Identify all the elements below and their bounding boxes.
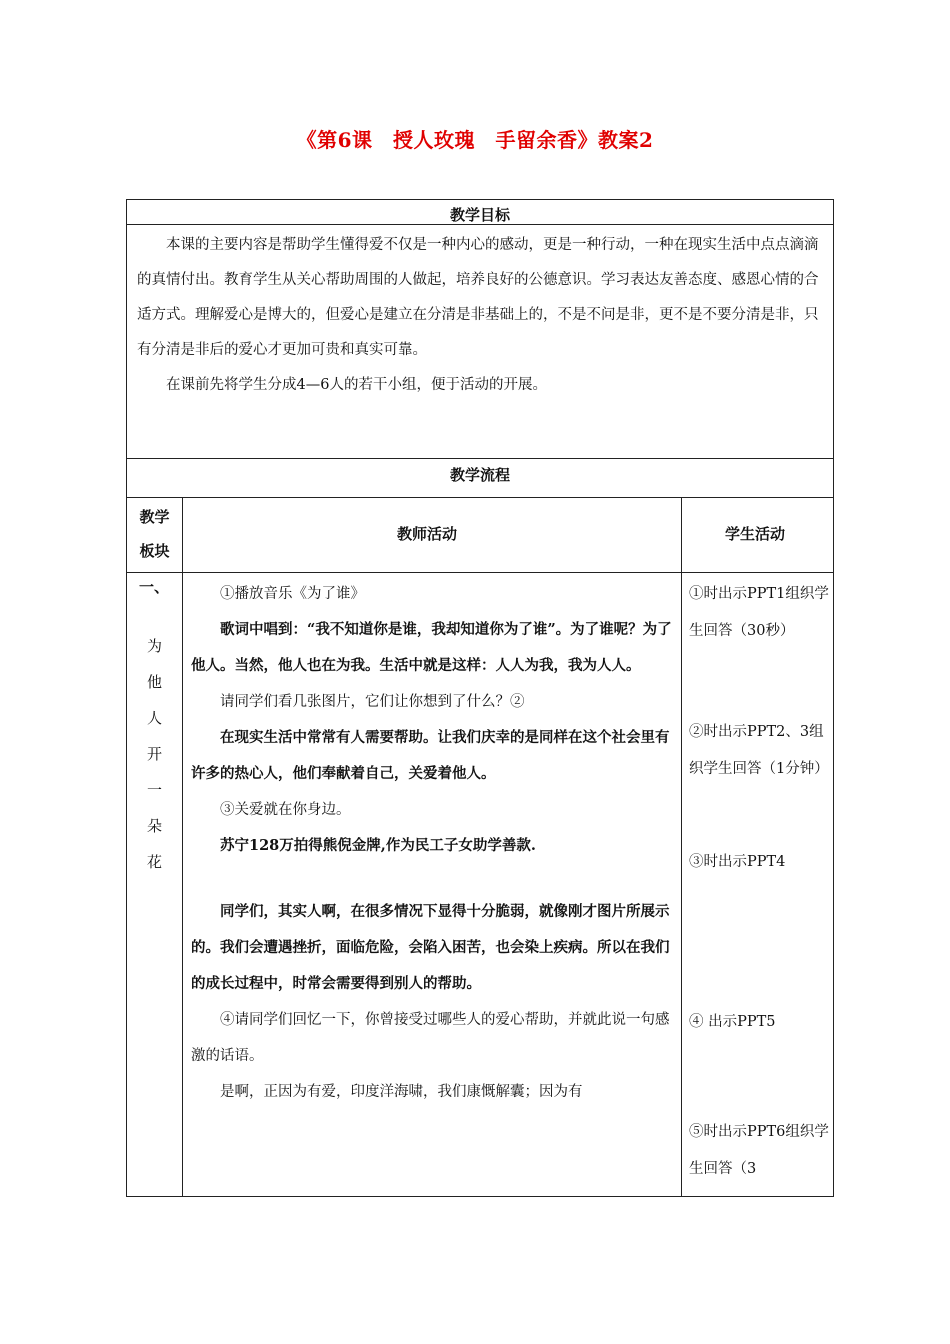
teaching-process-section <box>126 458 834 498</box>
header-text: 教学 <box>139 508 170 526</box>
teaching-objectives-header: 教学目标 <box>449 206 510 224</box>
objectives-paragraph: 在课前先将学生分成4—6人的若干小组，便于活动的开展。 <box>166 377 547 393</box>
teacher-paragraph: ①播放音乐《为了谁》 <box>220 586 365 602</box>
block-column-header <box>127 500 182 568</box>
block-name-char: 一 <box>146 781 162 799</box>
header-divider <box>127 224 833 225</box>
teaching-objectives-section <box>126 199 834 459</box>
student-activity-item: ⑤时出示PPT6组织学生回答（3 <box>689 1124 829 1177</box>
teacher-paragraph: 请同学们看几张图片，它们让你想到了什么？② <box>220 694 525 710</box>
process-table <box>126 497 834 1197</box>
teaching-process-header: 教学流程 <box>449 466 510 484</box>
student-activity-item: ①时出示PPT1组织学生回答（30秒） <box>689 586 829 639</box>
student-activity-item: ③时出示PPT4 <box>689 854 786 870</box>
block-name-char: 朵 <box>146 817 162 835</box>
teacher-paragraph: 同学们，其实人啊，在很多情况下显得十分脆弱，就像刚才图片所展示的。我们会遭遇挫折，面临危险，会陷入困苦，也会染上疾病。所以在我们的成长过程中，时常会需要得到别人的帮助。 <box>191 903 670 992</box>
block-name <box>127 628 182 880</box>
teacher-paragraph: 歌词中唱到：“我不知道你是谁，我却知道你为了谁”。为了谁呢？为了他人。当然，他人也在为我。生活中就是这样：人人为我，我为人人。 <box>191 621 672 674</box>
student-activity-item: ②时出示PPT2、3组织学生回答（1分钟） <box>689 724 829 777</box>
teacher-column-header: 教师活动 <box>397 525 458 543</box>
row-divider <box>127 572 833 573</box>
teacher-paragraph: 在现实生活中常常有人需要帮助。让我们庆幸的是同样在这个社会里有许多的热心人，他们奉献着自己，关爱着他人。 <box>191 729 670 782</box>
header-text: 板块 <box>139 542 170 560</box>
page-title: 《第6课 授人玫瑰 手留余香》教案2 <box>296 128 654 152</box>
block-name-char: 花 <box>146 853 162 871</box>
teacher-activity-cell <box>191 576 675 1110</box>
teacher-paragraph: 苏宁128万拍得熊倪金牌,作为民工子女助学善款. <box>220 837 536 854</box>
objectives-text <box>137 228 825 403</box>
block-name-char: 为 <box>146 637 162 655</box>
student-column-header: 学生活动 <box>725 525 786 543</box>
block-name-char: 开 <box>146 745 162 763</box>
block-name-char: 他 <box>146 673 162 691</box>
teacher-paragraph: ④请同学们回忆一下，你曾接受过哪些人的爱心帮助，并就此说一句感激的话语。 <box>191 1012 670 1064</box>
column-divider <box>681 498 682 1196</box>
block-number: 一、 <box>139 578 170 596</box>
column-divider <box>182 498 183 1196</box>
student-activity-item: ④ 出示PPT5 <box>689 1014 776 1030</box>
objectives-paragraph: 本课的主要内容是帮助学生懂得爱不仅是一种内心的感动，更是一种行动，一种在现实生活中点点滴滴的真情付出。教育学生从关心帮助周围的人做起，培养良好的公德意识。学习表达友善态度、感恩心情的合适方式。理解爱心是博大的，但爱心是建立在分清是非基础上的，不是不问是非，更不是不要分清是非，只有分清是非后的爱心才更加可贵和真实可靠。 <box>137 237 819 358</box>
teacher-paragraph: ③关爱就在你身边。 <box>220 802 351 818</box>
teacher-paragraph: 是啊，正因为有爱，印度洋海啸，我们康慨解囊；因为有 <box>220 1084 583 1100</box>
block-name-char: 人 <box>146 709 162 727</box>
